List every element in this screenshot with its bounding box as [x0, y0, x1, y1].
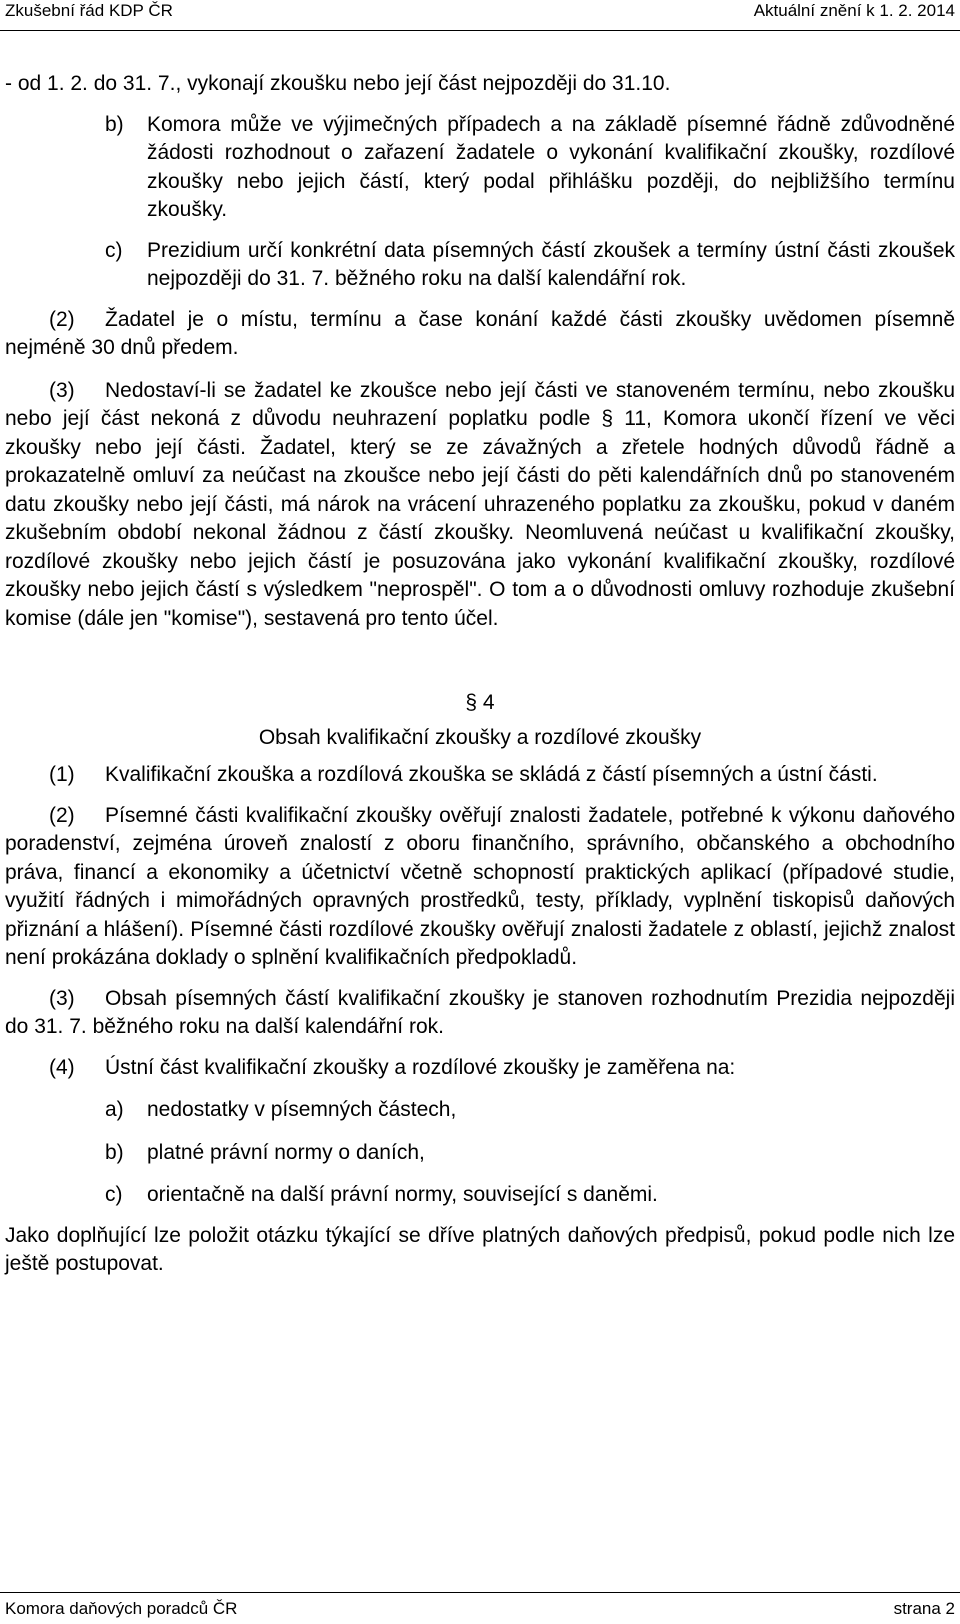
- closing-paragraph: Jako doplňující lze položit otázku týkající se dříve platných daňových předpisů, pokud podle nich lze ještě postupovat.: [5, 1223, 955, 1275]
- list-item-label: a): [105, 1098, 124, 1121]
- document-body: [5, 70, 955, 1279]
- paragraph-label: (4): [49, 1055, 75, 1079]
- paragraph-text: Písemné části kvalifikační zkoušky ověřují znalosti žadatele, potřebné k výkonu daňového poradenství, zejména úroveň znalostí z oboru finančního, správního, občanského a obchodního práva, financí a ekonomiky a účetnictví včetně schopností praktických aplikací (případové studie, využití řádných i mimořádných opravných prostředků, testy, příklady, vyplnění tiskopisů daňových přiznání a hlášení). Písemné části rozdílové zkoušky ověřují znalosti žadatele z oblastí, jejichž znalost není prokázána doklady o splnění kvalifikačních předpokladů.: [5, 803, 955, 969]
- header-document-title: Zkušební řád KDP ČR: [5, 1, 173, 20]
- header-version: Aktuální znění k 1. 2. 2014: [753, 1, 955, 20]
- paragraph-label: (1): [49, 763, 75, 786]
- section4-paragraph-2: [5, 802, 955, 973]
- continued-line: - od 1. 2. do 31. 7., vykonají zkoušku nebo její část nejpozději do 31.10.: [5, 72, 671, 95]
- list-item-label: c): [105, 238, 123, 262]
- paragraph-text: Nedostaví-li se žadatel ke zkoušce nebo její části ve stanoveném termínu, nebo zkoušku nebo její část nekoná z důvodu neuhrazení poplatku podle § 11, Komora ukončí řízení ve věci zkoušky nebo její části. Žadatel, který se ze závažných a zřetele hodných důvodů řádně a prokazatelně omluví za neúčast na zkoušce nebo její části do pěti kalendářních dnů po stanoveném datu zkoušky nebo její části, má nárok na vrácení uhrazeného poplatku za zkoušku, pokud v daném zkušebním období nekonal žádnou z částí zkoušky. Neomluvená neúčast u kvalifikační zkoušky, rozdílové zkoušky nebo jejich částí je posuzována jako vykonání kvalifikační zkoušky, rozdílové zkoušky nebo jejich částí s výsledkem "neprospěl". O tom a o důvodnosti omluvy rozhoduje zkušební komise (dále jen "komise"), sestavená pro tento účel.: [5, 378, 955, 630]
- list-item-label: b): [105, 1140, 124, 1164]
- section-number: § 4: [465, 691, 495, 714]
- paragraph-text: Žadatel je o místu, termínu a čase konání každé části zkoušky uvědomen písemně nejméně 30 dnů předem.: [5, 307, 955, 359]
- list-item-label: b): [105, 112, 124, 136]
- oral-exam-topics-list: [5, 1096, 955, 1210]
- paragraph-label: (3): [49, 986, 75, 1010]
- list-item: [5, 1181, 955, 1210]
- list-item-c: [5, 237, 955, 294]
- list-item-text: Prezidium určí konkrétní data písemných částí zkoušek a termíny ústní části zkoušek nejpozději do 31. 7. běžného roku na další kalendářní rok.: [147, 238, 955, 290]
- paragraph-text: Obsah písemných částí kvalifikační zkoušky je stanoven rozhodnutím Prezidia nejpozději do 31. 7. běžného roku na další kalendářní rok.: [5, 986, 955, 1038]
- paragraph-text: Kvalifikační zkouška a rozdílová zkouška se skládá z částí písemných a ústní části.: [105, 763, 878, 786]
- page-footer: [0, 1592, 960, 1623]
- footer-organization: Komora daňových poradců ČR: [5, 1599, 238, 1618]
- list-item-text: nedostatky v písemných částech,: [147, 1098, 457, 1121]
- page-number: strana 2: [893, 1599, 955, 1618]
- list-item: [5, 1139, 955, 1168]
- list-item-text: orientačně na další právní normy, související s daněmi.: [147, 1183, 658, 1206]
- paragraph-label: (3): [49, 378, 75, 402]
- section4-paragraph-1: [5, 761, 955, 790]
- paragraph-2: [5, 306, 955, 363]
- section-title: Obsah kvalifikační zkoušky a rozdílové zkoušky: [258, 725, 702, 749]
- paragraph-3: [5, 377, 955, 634]
- section4-paragraph-3: [5, 985, 955, 1042]
- list-item-b: [5, 111, 955, 225]
- section4-paragraph-4: [5, 1054, 955, 1083]
- paragraph-label: (2): [49, 803, 75, 827]
- list-item-text: platné právní normy o daních,: [147, 1140, 425, 1164]
- list-item-text: Komora může ve výjimečných případech a na základě písemné řádně zdůvodněné žádosti rozhodnout o zařazení žadatele o vykonání kvalifikační zkoušky, rozdílové zkoušky nebo jejich částí, který podal přihlášku později, do nejbližšího termínu zkoušky.: [147, 112, 955, 221]
- page-header: [0, 0, 960, 31]
- list-item-label: c): [105, 1183, 123, 1206]
- paragraph-text: Ústní část kvalifikační zkoušky a rozdílové zkoušky je zaměřena na:: [105, 1055, 736, 1079]
- list-item: [5, 1096, 955, 1125]
- paragraph-label: (2): [49, 307, 75, 331]
